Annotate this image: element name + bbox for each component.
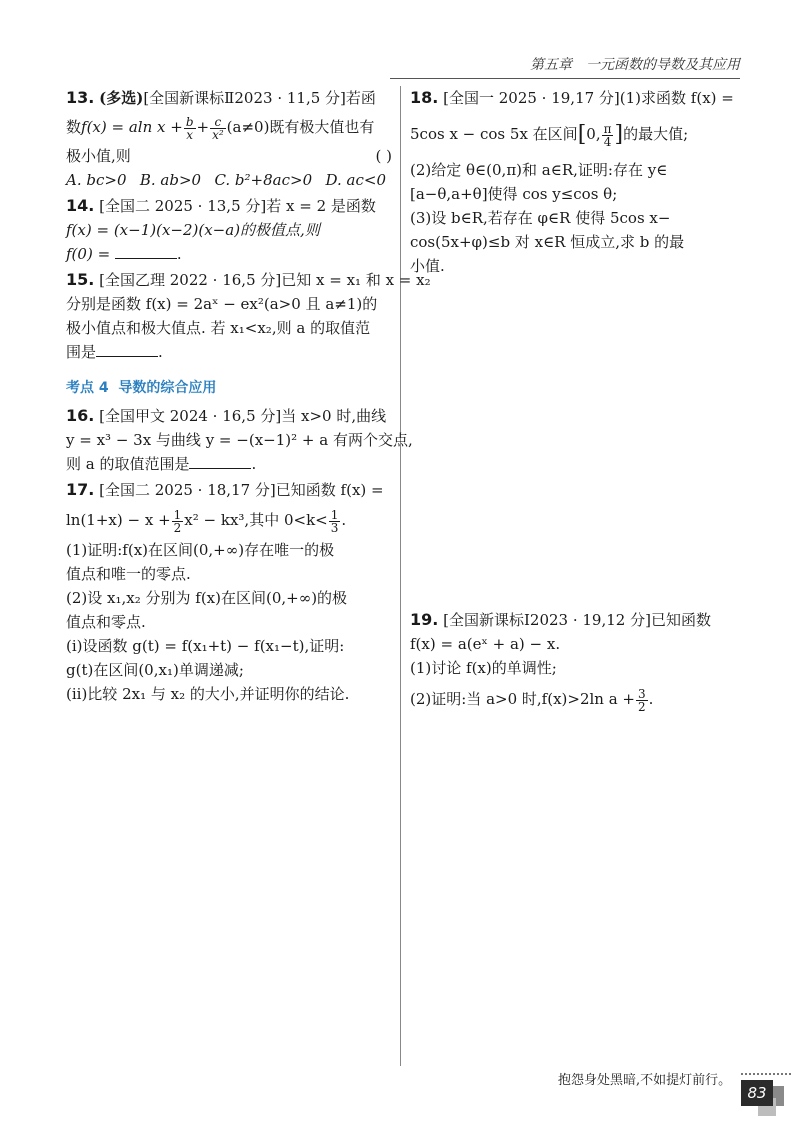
question-part: 值点和唯一的零点.	[66, 565, 191, 583]
question-text: 极小值,则	[66, 147, 131, 165]
question-text: 围是	[66, 343, 97, 361]
period: .	[341, 511, 347, 529]
math-expression: f(x) = aln x +	[81, 118, 183, 136]
question-number: 17.	[66, 480, 95, 499]
question-number: 13.	[66, 88, 95, 107]
question-text: f(x) = (x−1)(x−2)(x−a)的极值点,则	[66, 221, 320, 239]
question-text: y = x³ − 3x 与曲线 y = −(x−1)² + a 有两个交点,	[66, 431, 413, 449]
interval-bracket-right: ]	[614, 122, 624, 147]
fraction	[172, 509, 184, 534]
question-tag: (多选)	[99, 89, 144, 107]
math-expression: 5cos x − cos 5x 在区间	[410, 125, 578, 143]
question-text: [全国乙理 2022 · 16,5 分]已知 x = x₁ 和 x = x₂	[99, 271, 431, 289]
question-part: g(t)在区间(0,x₁)单调递减;	[66, 661, 244, 679]
question-part: (3)设 b∈R,若存在 φ∈R 使得 5cos x−	[410, 209, 671, 227]
math-expression: x² − kx³,其中 0<k<	[184, 511, 328, 529]
question-text: [全国二 2025 · 18,17 分]已知函数 f(x) =	[99, 481, 384, 499]
fraction-numerator: 3	[638, 686, 646, 701]
fraction-numerator: b	[185, 114, 194, 129]
question-text: 则 a 的取值范围是	[66, 455, 190, 473]
question-text: 若函	[345, 89, 376, 107]
answer-blank[interactable]	[189, 454, 251, 469]
period: .	[648, 690, 654, 708]
question-18	[410, 86, 740, 278]
question-text: [全国甲文 2024 · 16,5 分]当 x>0 时,曲线	[99, 407, 387, 425]
answer-blank[interactable]	[115, 244, 177, 259]
question-part: (2)证明:当 a>0 时,f(x)>2ln a +	[410, 690, 635, 708]
answer-blank[interactable]	[96, 342, 158, 357]
question-text: f(0) =	[66, 245, 111, 263]
fraction	[636, 688, 648, 713]
footer-motto: 抱怨身处黑暗,不如提灯前行。	[558, 1073, 732, 1088]
period: .	[176, 245, 182, 263]
fraction-numerator: π	[603, 121, 612, 136]
fraction-denominator: 2	[638, 699, 646, 714]
fraction-denominator: x²	[212, 127, 224, 142]
question-14	[66, 194, 392, 266]
question-part: [a−θ,a+θ]使得 cos y≤cos θ;	[410, 185, 618, 203]
period: .	[251, 455, 257, 473]
question-13	[66, 86, 392, 192]
question-part: (i)设函数 g(t) = f(x₁+t) − f(x₁−t),证明:	[66, 637, 345, 655]
question-text: 极小值点和极大值点. 若 x₁<x₂,则 a 的取值范	[66, 319, 371, 337]
question-part: (2)给定 θ∈(0,π)和 a∈R,证明:存在 y∈	[410, 161, 668, 179]
option-c: C. b²+8ac>0	[214, 171, 313, 189]
question-part: 小值.	[410, 257, 445, 275]
fraction-denominator: 2	[173, 520, 182, 535]
header-rule	[390, 78, 740, 79]
question-text: 数	[66, 118, 82, 136]
option-d: D. ac<0	[325, 171, 386, 189]
question-15	[66, 268, 431, 364]
question-text: (a≠0)既有极大值也有	[226, 118, 375, 136]
question-text: 的最大值;	[623, 125, 689, 143]
fraction-numerator: c	[210, 116, 226, 129]
question-number: 16.	[66, 406, 95, 425]
question-source: [全国新课标Ⅱ2023 · 11,5 分]	[143, 89, 346, 107]
answer-parenthesis: ( )	[375, 147, 392, 165]
footer-dots	[741, 1073, 791, 1079]
fraction-numerator: 1	[330, 507, 339, 522]
options-row	[66, 168, 386, 192]
question-part: (1)证明:f(x)在区间(0,+∞)存在唯一的极	[66, 541, 335, 559]
question-17	[66, 478, 392, 706]
column-divider	[400, 86, 401, 1066]
question-part: (2)设 x₁,x₂ 分别为 f(x)在区间(0,+∞)的极	[66, 589, 348, 607]
question-part: 值点和零点.	[66, 613, 146, 631]
fraction-denominator: x	[186, 127, 194, 142]
question-number: 19.	[410, 610, 439, 629]
fraction-denominator: 4	[603, 134, 612, 149]
fraction-denominator: 3	[330, 520, 339, 535]
question-number: 15.	[66, 270, 95, 289]
right-column	[410, 86, 740, 714]
topic-heading	[66, 376, 392, 400]
math-expression: ln(1+x) − x +	[66, 511, 171, 529]
question-text: 分别是函数 f(x) = 2aˣ − ex²(a>0 且 a≠1)的	[66, 295, 378, 313]
question-text: [全国一 2025 · 19,17 分](1)求函数 f(x) =	[443, 89, 734, 107]
period: .	[158, 343, 163, 361]
question-number: 18.	[410, 88, 439, 107]
question-text: [全国新课标Ⅰ2023 · 19,12 分]已知函数	[443, 611, 711, 629]
fraction-numerator: 1	[173, 507, 182, 522]
fraction	[329, 509, 341, 534]
question-number: 14.	[66, 196, 95, 215]
question-19	[410, 608, 740, 718]
question-part: (ii)比较 2x₁ 与 x₂ 的大小,并证明你的结论.	[66, 685, 350, 703]
question-text: [全国二 2025 · 13,5 分]若 x = 2 是函数	[99, 197, 376, 215]
interval-bracket-left: [	[577, 122, 587, 147]
option-a: A. bc>0	[66, 171, 127, 189]
fraction	[602, 123, 614, 148]
topic-label: 考点 4	[66, 380, 109, 396]
chapter-title: 一元函数的导数及其应用	[586, 57, 740, 73]
fraction	[184, 116, 196, 141]
option-b: B. ab>0	[139, 171, 202, 189]
page-header	[512, 54, 740, 76]
question-part: (1)讨论 f(x)的单调性;	[410, 659, 557, 677]
fraction	[210, 116, 226, 141]
interval-start: 0,	[586, 125, 601, 143]
page-number: 83	[741, 1080, 773, 1106]
question-text: f(x) = a(eˣ + a) − x.	[410, 635, 561, 653]
question-part: cos(5x+φ)≤b 对 x∈R 恒成立,求 b 的最	[410, 233, 685, 251]
math-operator: +	[196, 118, 210, 136]
chapter-label: 第五章	[530, 57, 572, 73]
topic-title: 导数的综合应用	[118, 380, 217, 396]
question-16	[66, 404, 413, 476]
